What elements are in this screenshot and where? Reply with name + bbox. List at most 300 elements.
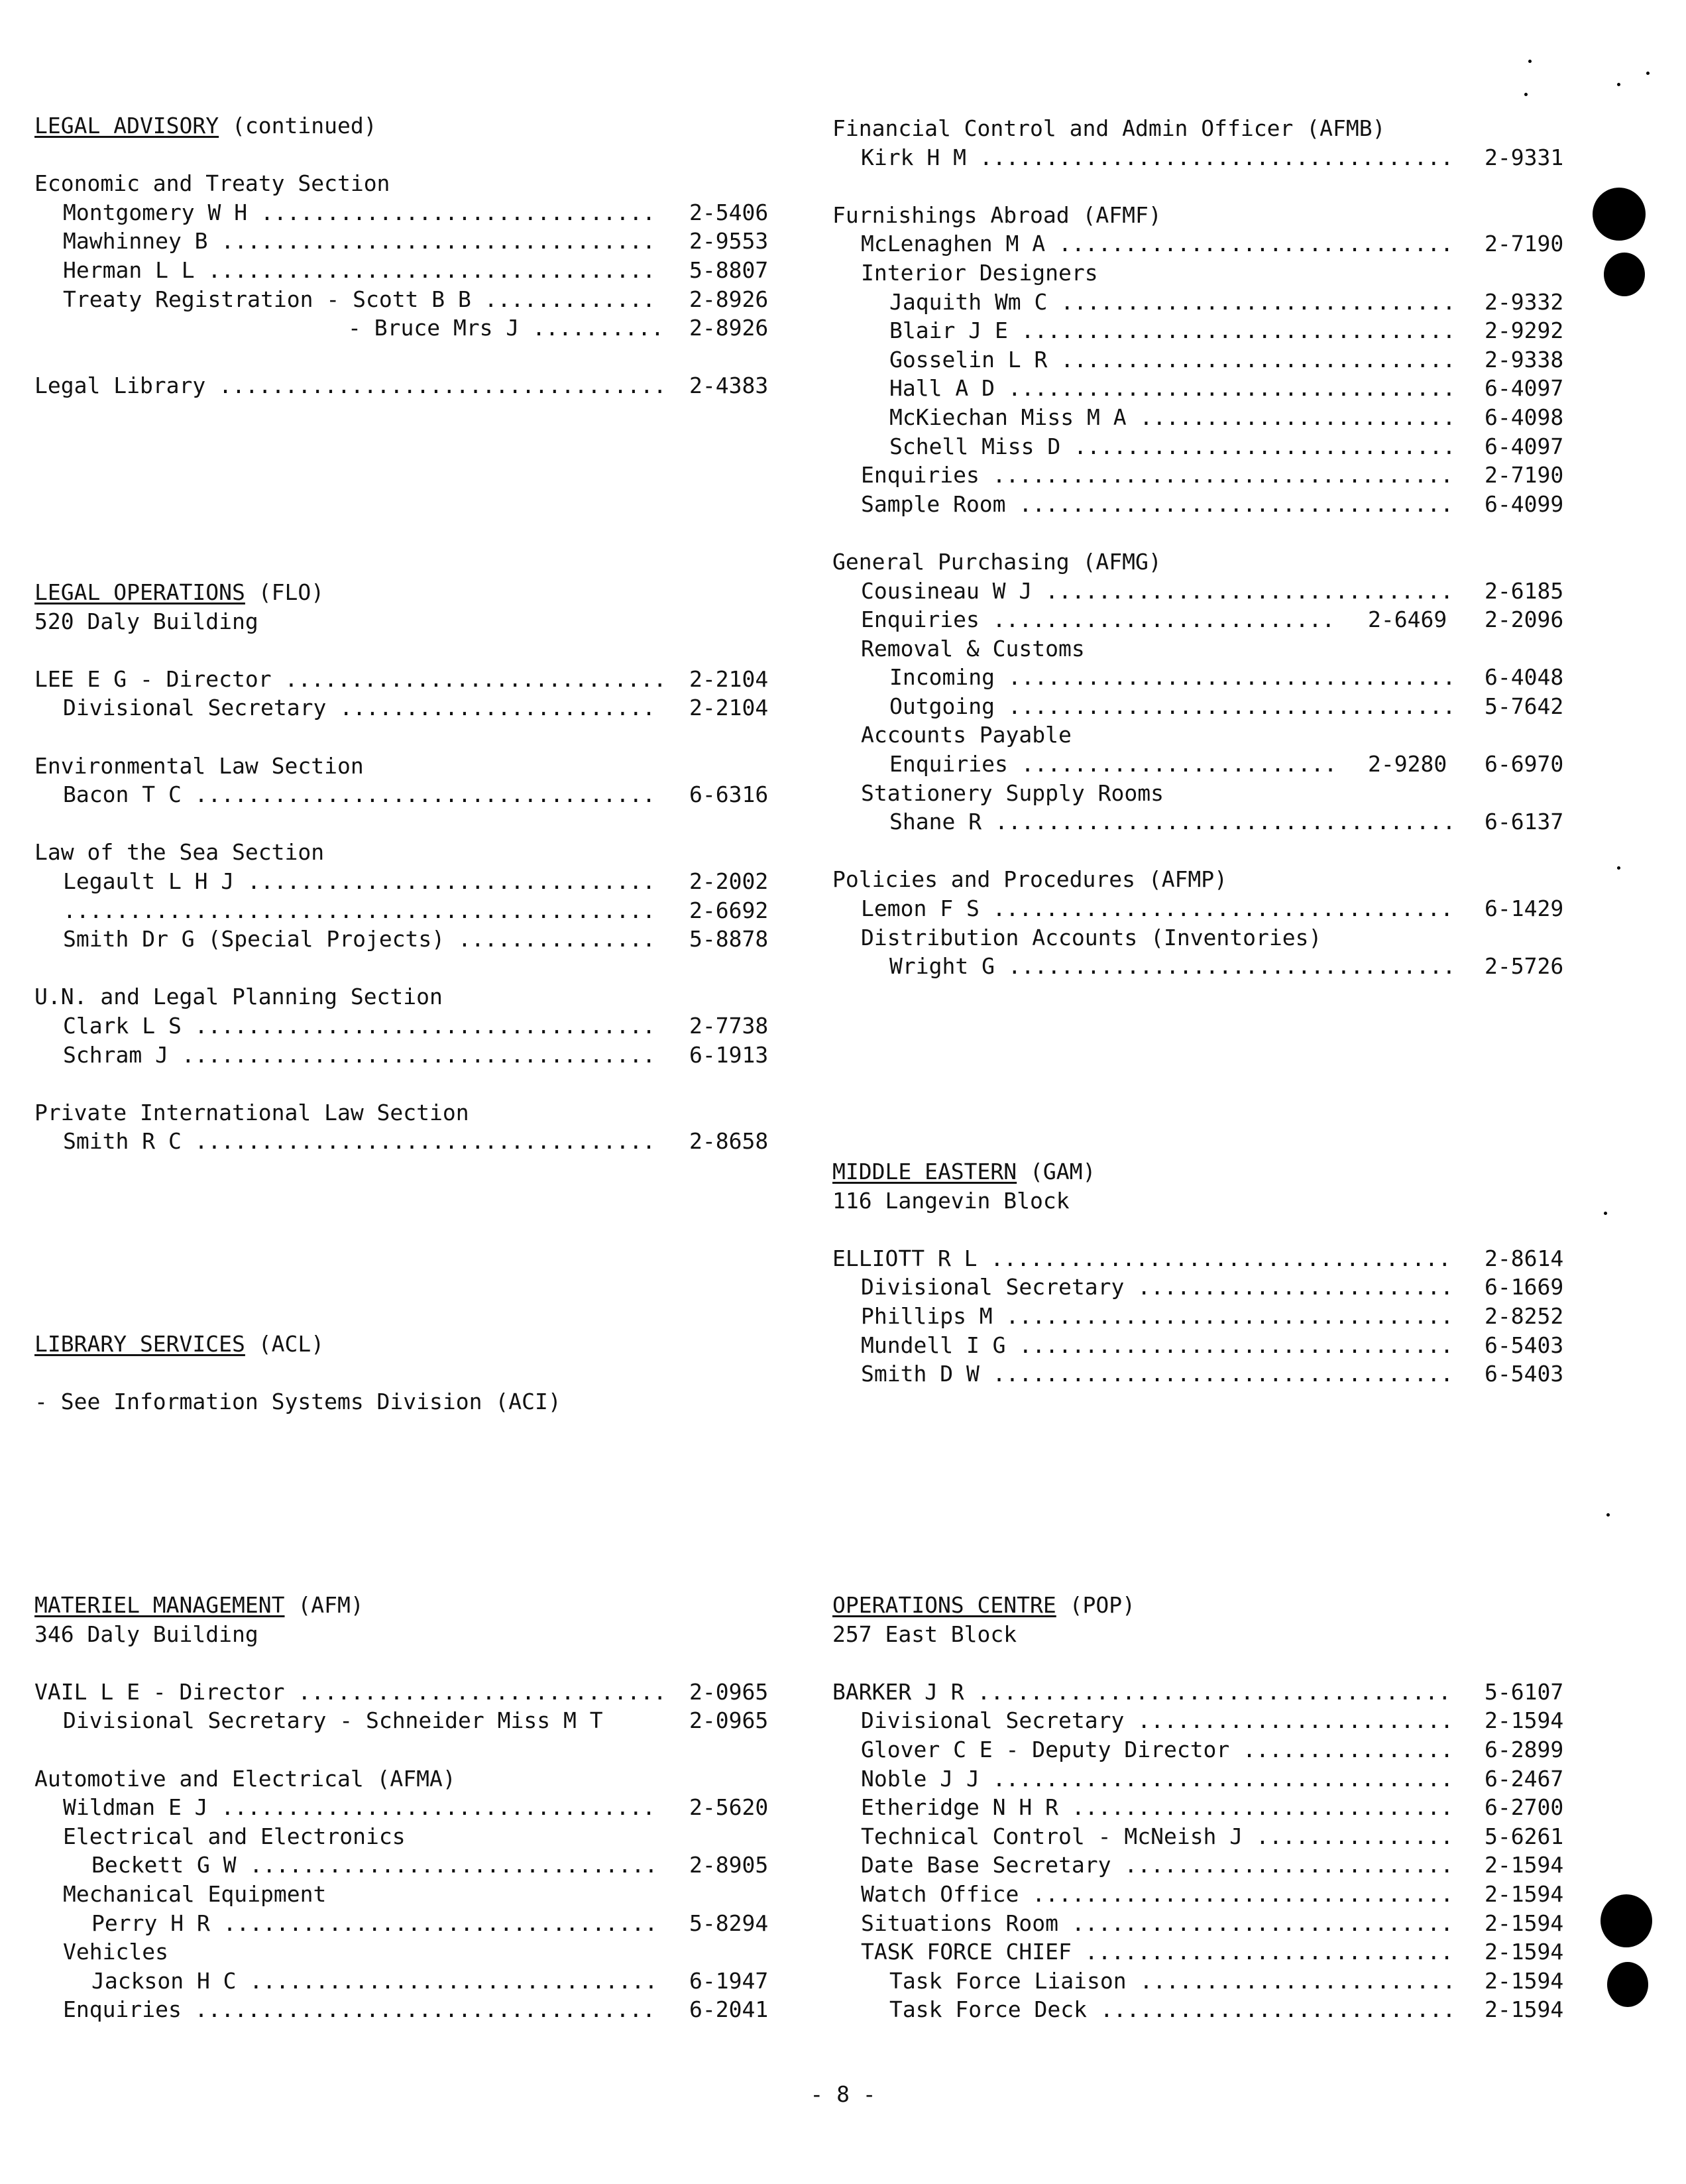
section-code: (AFM)	[284, 1592, 364, 1618]
entry-name: Jaquith Wm C	[889, 288, 1048, 315]
phone-extension: 2-5620	[689, 1794, 769, 1821]
hole-punch	[1607, 1962, 1648, 2007]
blank-line	[832, 836, 1591, 866]
line-text: Stationery Supply Rooms	[861, 779, 1164, 806]
directory-entry	[34, 780, 795, 809]
entry-name: Phillips M	[861, 1302, 993, 1329]
text-line	[832, 779, 1591, 808]
text-line	[34, 1620, 795, 1649]
text-line	[34, 1706, 795, 1735]
phone-extension: 2-6185	[1485, 577, 1564, 604]
leader-dots: .............................	[271, 665, 667, 692]
text-line	[34, 1822, 795, 1851]
leader-dots: ..................................	[992, 1302, 1454, 1329]
phone-extension: 2-2104	[689, 665, 769, 692]
directory-entry	[832, 750, 1591, 779]
phone-extension: 2-8658	[689, 1128, 769, 1155]
directory-entry	[832, 1967, 1591, 1996]
entry-name: ELLIOTT R L	[832, 1245, 978, 1271]
directory-entry	[832, 1995, 1591, 2024]
directory-entry	[34, 285, 795, 314]
leader-dots: ...................................	[979, 895, 1454, 922]
phone-extension: 2-1594	[1485, 1880, 1564, 1907]
directory-entry	[34, 1851, 795, 1880]
entry-name: Clark L S	[63, 1012, 182, 1039]
entry-name: Enquiries	[889, 751, 1008, 777]
text-line	[832, 114, 1591, 143]
line-text: Law of the Sea Section	[34, 839, 325, 866]
text-line	[34, 1764, 795, 1794]
line-text: - See Information Systems Division (ACI)	[34, 1389, 561, 1415]
phone-extension: 6-1669	[1485, 1274, 1564, 1300]
section-code: (continued)	[219, 113, 377, 139]
scan-speck	[1646, 72, 1650, 75]
phone-extension: 6-4099	[1485, 490, 1564, 517]
directory-entry	[832, 952, 1591, 981]
phone-extension: 5-8807	[689, 257, 769, 283]
entry-name: Bacon T C	[63, 781, 182, 808]
blank-line	[34, 1648, 795, 1678]
directory-entry	[832, 229, 1591, 259]
directory-entry	[832, 1822, 1591, 1851]
leader-dots: ..............................	[1045, 231, 1454, 257]
text-line	[832, 1620, 1591, 1649]
entry-name: Wright G	[889, 953, 995, 980]
entry-name: LEE E G - Director	[34, 665, 272, 692]
phone-extension: 5-6107	[1485, 1678, 1564, 1705]
entry-name: Cousineau W J	[861, 577, 1033, 604]
section-title: MATERIEL MANAGEMENT	[34, 1592, 285, 1618]
phone-extension: 2-8926	[689, 315, 769, 341]
directory-entry	[832, 605, 1591, 634]
blank-line	[832, 172, 1591, 201]
blank-line	[34, 809, 795, 838]
leader-dots: ..................................	[205, 373, 667, 399]
directory-entry	[832, 1302, 1591, 1331]
leader-dots: ...................................	[979, 1361, 1454, 1387]
phone-extension: 2-0965	[689, 1707, 769, 1734]
leader-dots: ................	[1229, 1736, 1454, 1762]
directory-section	[832, 114, 1591, 981]
phone-extension: 6-4048	[1485, 664, 1564, 691]
directory-entry	[34, 693, 795, 722]
entry-name: Schram J	[63, 1041, 168, 1068]
leader-dots: ..........................	[979, 606, 1335, 633]
phone-extension: 5-6261	[1485, 1823, 1564, 1849]
directory-entry	[34, 1127, 795, 1156]
leader-dots: ...............	[1243, 1823, 1454, 1849]
leader-dots: ..................................	[994, 693, 1456, 719]
phone-extension: 2-8614	[1485, 1245, 1564, 1271]
directory-entry	[34, 371, 795, 400]
leader-dots: .............................	[1060, 433, 1456, 459]
leader-dots: ..................................	[994, 664, 1456, 691]
phone-extension: 2-6692	[689, 897, 769, 923]
phone-extension: 2-1594	[1485, 1996, 1564, 2023]
text-line	[832, 547, 1591, 577]
phone-extension: 2-5726	[1485, 953, 1564, 980]
text-line	[34, 752, 795, 781]
entry-name: Etheridge N H R	[861, 1794, 1059, 1821]
section-title: OPERATIONS CENTRE	[832, 1592, 1056, 1618]
directory-entry	[832, 1331, 1591, 1360]
entry-name: Jackson H C	[91, 1967, 237, 1994]
phone-extension: 2-9292	[1485, 317, 1564, 344]
entry-name: Task Force Deck	[889, 1996, 1088, 2023]
text-line	[34, 1880, 795, 1909]
phone-extension: 6-2899	[1485, 1736, 1564, 1762]
phone-extension-alt: 2-9280	[1368, 751, 1447, 777]
directory-entry	[832, 663, 1591, 692]
entry-name: Glover C E - Deputy Director	[861, 1736, 1230, 1762]
leader-dots: ....................................	[966, 144, 1454, 170]
entry-name: BARKER J R	[832, 1678, 964, 1705]
directory-entry	[832, 1937, 1591, 1967]
text-line	[34, 1387, 795, 1416]
line-text: U.N. and Legal Planning Section	[34, 984, 443, 1010]
directory-entry	[832, 894, 1591, 923]
directory-entry	[832, 143, 1591, 172]
line-text: Interior Designers	[861, 259, 1098, 286]
entry-name: TASK FORCE CHIEF	[861, 1939, 1072, 1965]
text-line	[34, 838, 795, 867]
phone-extension: 6-6316	[689, 781, 769, 808]
directory-entry	[34, 1967, 795, 1996]
entry-name: Hall A D	[889, 375, 995, 402]
entry-name: Mundell I G	[861, 1332, 1006, 1358]
leader-dots: ..............................	[247, 199, 656, 225]
section-heading	[34, 111, 795, 141]
blank-line	[832, 518, 1591, 547]
leader-dots: .................................	[207, 1794, 656, 1821]
line-text: Accounts Payable	[861, 722, 1072, 748]
scan-speck	[1528, 60, 1532, 63]
text-line	[832, 201, 1591, 230]
line-text: Financial Control and Admin Officer (AFMB)	[832, 115, 1386, 141]
leader-dots: ............................	[1071, 1939, 1454, 1965]
entry-name: Situations Room	[861, 1910, 1059, 1936]
line-text: Economic and Treaty Section	[34, 170, 390, 197]
entry-name: Divisional Secretary	[861, 1707, 1125, 1734]
leader-dots: ...............	[445, 926, 656, 952]
leader-dots: ...........................	[1087, 1996, 1456, 2023]
entry-name: Sample Room	[861, 490, 1006, 517]
section-title: LEGAL OPERATIONS	[34, 579, 245, 605]
directory-entry	[832, 316, 1591, 345]
phone-extension: 5-8878	[689, 926, 769, 952]
directory-entry	[34, 314, 795, 343]
scan-speck	[1617, 83, 1620, 86]
hole-punch	[1593, 188, 1646, 241]
directory-entry	[832, 1764, 1591, 1794]
line-text: General Purchasing (AFMG)	[832, 548, 1162, 575]
directory-entry	[34, 1041, 795, 1070]
entry-name: Enquiries	[861, 606, 980, 633]
directory-section	[34, 1330, 795, 1416]
entry-name: VAIL L E - Director	[34, 1678, 285, 1705]
directory-entry	[832, 432, 1591, 461]
directory-entry	[34, 1011, 795, 1041]
phone-extension: 2-2096	[1485, 606, 1564, 633]
leader-dots: ........................	[1124, 1707, 1454, 1734]
phone-extension: 2-4383	[689, 373, 769, 399]
phone-extension: 6-4098	[1485, 404, 1564, 430]
leader-dots: ..............................	[1047, 346, 1456, 373]
section-heading	[832, 1591, 1591, 1620]
line-text: 520 Daly Building	[34, 608, 258, 634]
blank-line	[34, 343, 795, 372]
entry-name: Shane R	[889, 809, 982, 835]
phone-extension: 6-1429	[1485, 895, 1564, 922]
phone-extension: 2-1594	[1485, 1910, 1564, 1936]
section-code: (FLO)	[245, 579, 325, 605]
leader-dots: ....................................	[168, 1041, 656, 1068]
entry-name: McKiechan Miss M A	[889, 404, 1127, 430]
phone-extension: 6-6137	[1485, 809, 1564, 835]
entry-name: Legal Library	[34, 373, 206, 399]
leader-dots: ...................................	[181, 1012, 656, 1039]
phone-extension: 2-9553	[689, 228, 769, 255]
directory-entry	[832, 374, 1591, 403]
phone-extension: 2-8905	[689, 1852, 769, 1878]
blank-line	[34, 1735, 795, 1764]
leader-dots: ........................	[1126, 404, 1456, 430]
phone-extension: 5-8294	[689, 1910, 769, 1936]
directory-entry	[832, 1909, 1591, 1938]
entry-name: Task Force Liaison	[889, 1967, 1127, 1994]
line-text: Divisional Secretary - Schneider Miss M T	[63, 1707, 603, 1734]
leader-dots: ........................	[326, 695, 656, 721]
directory-entry	[832, 1706, 1591, 1735]
phone-extension: 2-2104	[689, 695, 769, 721]
phone-extension: 2-2002	[689, 868, 769, 894]
text-line	[832, 259, 1591, 288]
directory-section	[832, 1157, 1591, 1389]
entry-name: Divisional Secretary	[861, 1274, 1125, 1300]
line-text: 346 Daly Building	[34, 1621, 258, 1647]
directory-entry	[34, 198, 795, 227]
directory-entry	[832, 345, 1591, 374]
section-title: LIBRARY SERVICES	[34, 1331, 245, 1357]
entry-name: Herman L L	[63, 257, 195, 283]
line-text: Vehicles	[63, 1939, 168, 1965]
leader-dots: ...................................	[982, 809, 1456, 835]
scan-speck	[1524, 93, 1528, 96]
section-code: (GAM)	[1017, 1159, 1096, 1184]
text-line	[34, 982, 795, 1011]
text-line	[34, 1937, 795, 1967]
directory-section	[832, 1591, 1591, 2024]
directory-entry	[832, 1678, 1591, 1707]
phone-extension: 6-2700	[1485, 1794, 1564, 1821]
phone-extension: 6-5403	[1485, 1332, 1564, 1358]
line-text: Electrical and Electronics	[63, 1823, 406, 1849]
entry-name: Divisional Secretary	[63, 695, 327, 721]
leader-dots: ...................................	[979, 1765, 1454, 1792]
section-heading	[34, 1330, 795, 1359]
line-text: 116 Langevin Block	[832, 1187, 1070, 1214]
phone-extension-alt: 2-6469	[1368, 606, 1447, 633]
directory-section	[34, 1591, 795, 2024]
scan-speck	[1617, 866, 1620, 870]
entry-name: Gosselin L R	[889, 346, 1048, 373]
section-code: (ACL)	[245, 1331, 325, 1357]
directory-entry	[832, 288, 1591, 317]
directory-entry	[832, 461, 1591, 490]
phone-extension: 2-8926	[689, 286, 769, 312]
entry-name: Wildman E J	[63, 1794, 208, 1821]
leader-dots: .................................	[209, 1910, 658, 1936]
leader-dots: .................................	[1007, 317, 1456, 344]
directory-entry	[832, 1793, 1591, 1822]
entry-name: Treaty Registration - Scott B B	[63, 286, 471, 312]
entry-name: Smith Dr G (Special Projects)	[63, 926, 445, 952]
leader-dots: ..............................	[1047, 288, 1456, 315]
text-line	[832, 720, 1591, 750]
directory-entry	[832, 1851, 1591, 1880]
section-heading	[34, 578, 795, 607]
leader-dots: ........................	[1126, 1967, 1456, 1994]
directory-entry	[34, 867, 795, 896]
leader-dots: ..................................	[994, 375, 1456, 402]
entry-name: - Bruce Mrs J	[348, 315, 520, 341]
line-text: Policies and Procedures (AFMP)	[832, 866, 1228, 893]
entry-name: McLenaghen M A	[861, 231, 1046, 257]
leader-dots: ...............................	[236, 1852, 658, 1878]
entry-name: Mawhinney B	[63, 228, 208, 255]
blank-line	[34, 722, 795, 752]
leader-dots: .........................	[1111, 1852, 1454, 1878]
phone-extension: 6-6970	[1485, 751, 1564, 777]
phone-extension: 5-7642	[1485, 693, 1564, 719]
directory-entry	[832, 807, 1591, 836]
hole-punch	[1604, 253, 1645, 296]
phone-extension: 2-9338	[1485, 346, 1564, 373]
entry-name: Enquiries	[63, 1996, 182, 2023]
phone-extension: 6-2041	[689, 1996, 769, 2023]
directory-entry	[34, 1995, 795, 2024]
line-text: Private International Law Section	[34, 1099, 469, 1125]
text-line	[832, 865, 1591, 894]
phone-extension: 2-5406	[689, 199, 769, 225]
phone-extension: 2-8252	[1485, 1302, 1564, 1329]
phone-extension: 6-4097	[1485, 433, 1564, 459]
entry-name: Watch Office	[861, 1880, 1019, 1907]
line-text: Removal & Customs	[861, 635, 1085, 661]
text-line	[34, 169, 795, 198]
entry-name: Blair J E	[889, 317, 1008, 344]
directory-section	[34, 111, 795, 400]
directory-entry	[832, 1880, 1591, 1909]
directory-entry	[34, 256, 795, 285]
entry-name: Technical Control - McNeish J	[861, 1823, 1243, 1849]
entry-name: Outgoing	[889, 693, 995, 719]
directory-section	[34, 578, 795, 1156]
phone-extension: 6-4097	[1485, 375, 1564, 402]
leader-dots: ...................................	[181, 1128, 656, 1155]
line-text: Environmental Law Section	[34, 752, 364, 779]
text-line	[832, 923, 1591, 952]
hole-punch	[1601, 1894, 1652, 1947]
leader-dots: ............................	[284, 1678, 667, 1705]
blank-line	[34, 954, 795, 983]
directory-entry	[832, 692, 1591, 721]
phone-extension: 6-1913	[689, 1041, 769, 1068]
leader-dots: ...............................	[234, 868, 656, 894]
phone-extension: 2-9331	[1485, 144, 1564, 170]
phone-extension: 2-1594	[1485, 1852, 1564, 1878]
section-title: LEGAL ADVISORY	[34, 113, 219, 139]
page-number: - 8 -	[810, 2081, 876, 2107]
phone-extension: 6-5403	[1485, 1361, 1564, 1387]
leader-dots: .............................................	[63, 897, 656, 923]
line-text: Automotive and Electrical (AFMA)	[34, 1765, 456, 1792]
entry-name: Lemon F S	[861, 895, 980, 922]
blank-line	[34, 1359, 795, 1388]
leader-dots: .................................	[1005, 490, 1454, 517]
leader-dots: .............................	[1058, 1910, 1454, 1936]
directory-entry	[34, 896, 795, 925]
blank-line	[832, 1215, 1591, 1244]
entry-name: Montgomery W H	[63, 199, 248, 225]
entry-name: Date Base Secretary	[861, 1852, 1111, 1878]
leader-dots: ........................	[1124, 1274, 1454, 1300]
entry-name: Perry H R	[91, 1910, 210, 1936]
leader-dots: ................................	[1019, 1880, 1454, 1907]
section-heading	[832, 1157, 1591, 1186]
entry-name: Schell Miss D	[889, 433, 1061, 459]
text-line	[34, 1098, 795, 1127]
directory-entry	[34, 925, 795, 954]
phone-extension: 2-7738	[689, 1012, 769, 1039]
phone-extension: 2-7190	[1485, 462, 1564, 489]
phone-extension: 6-1947	[689, 1967, 769, 1994]
directory-entry	[34, 1793, 795, 1822]
leader-dots: ....................................	[964, 1678, 1451, 1705]
phone-extension: 6-2467	[1485, 1765, 1564, 1792]
entry-name: Kirk H M	[861, 144, 966, 170]
leader-dots: ..................................	[994, 953, 1456, 980]
entry-name: Noble J J	[861, 1765, 980, 1792]
leader-dots: .................................	[1005, 1332, 1454, 1358]
section-heading	[34, 1591, 795, 1620]
leader-dots: ...............................	[236, 1967, 658, 1994]
directory-entry	[832, 1735, 1591, 1764]
directory-entry	[832, 1359, 1591, 1389]
leader-dots: .............	[471, 286, 656, 312]
leader-dots: ...................................	[181, 1996, 656, 2023]
directory-entry	[34, 665, 795, 694]
entry-name: Smith D W	[861, 1361, 980, 1387]
line-text: 257 East Block	[832, 1621, 1017, 1647]
directory-entry	[34, 1678, 795, 1707]
entry-name: Smith R C	[63, 1128, 182, 1155]
phone-extension: 2-1594	[1485, 1967, 1564, 1994]
entry-name: Enquiries	[861, 462, 980, 489]
leader-dots: ...................................	[977, 1245, 1451, 1271]
directory-entry	[832, 1273, 1591, 1302]
blank-line	[34, 636, 795, 665]
section-title: MIDDLE EASTERN	[832, 1159, 1017, 1184]
leader-dots: ..................................	[194, 257, 656, 283]
directory-entry	[832, 403, 1591, 432]
leader-dots: ..........	[519, 315, 664, 341]
phone-extension: 2-7190	[1485, 231, 1564, 257]
directory-entry	[832, 1244, 1591, 1273]
leader-dots: ...............................	[1032, 577, 1454, 604]
scan-speck	[1606, 1513, 1610, 1517]
directory-entry	[832, 577, 1591, 606]
